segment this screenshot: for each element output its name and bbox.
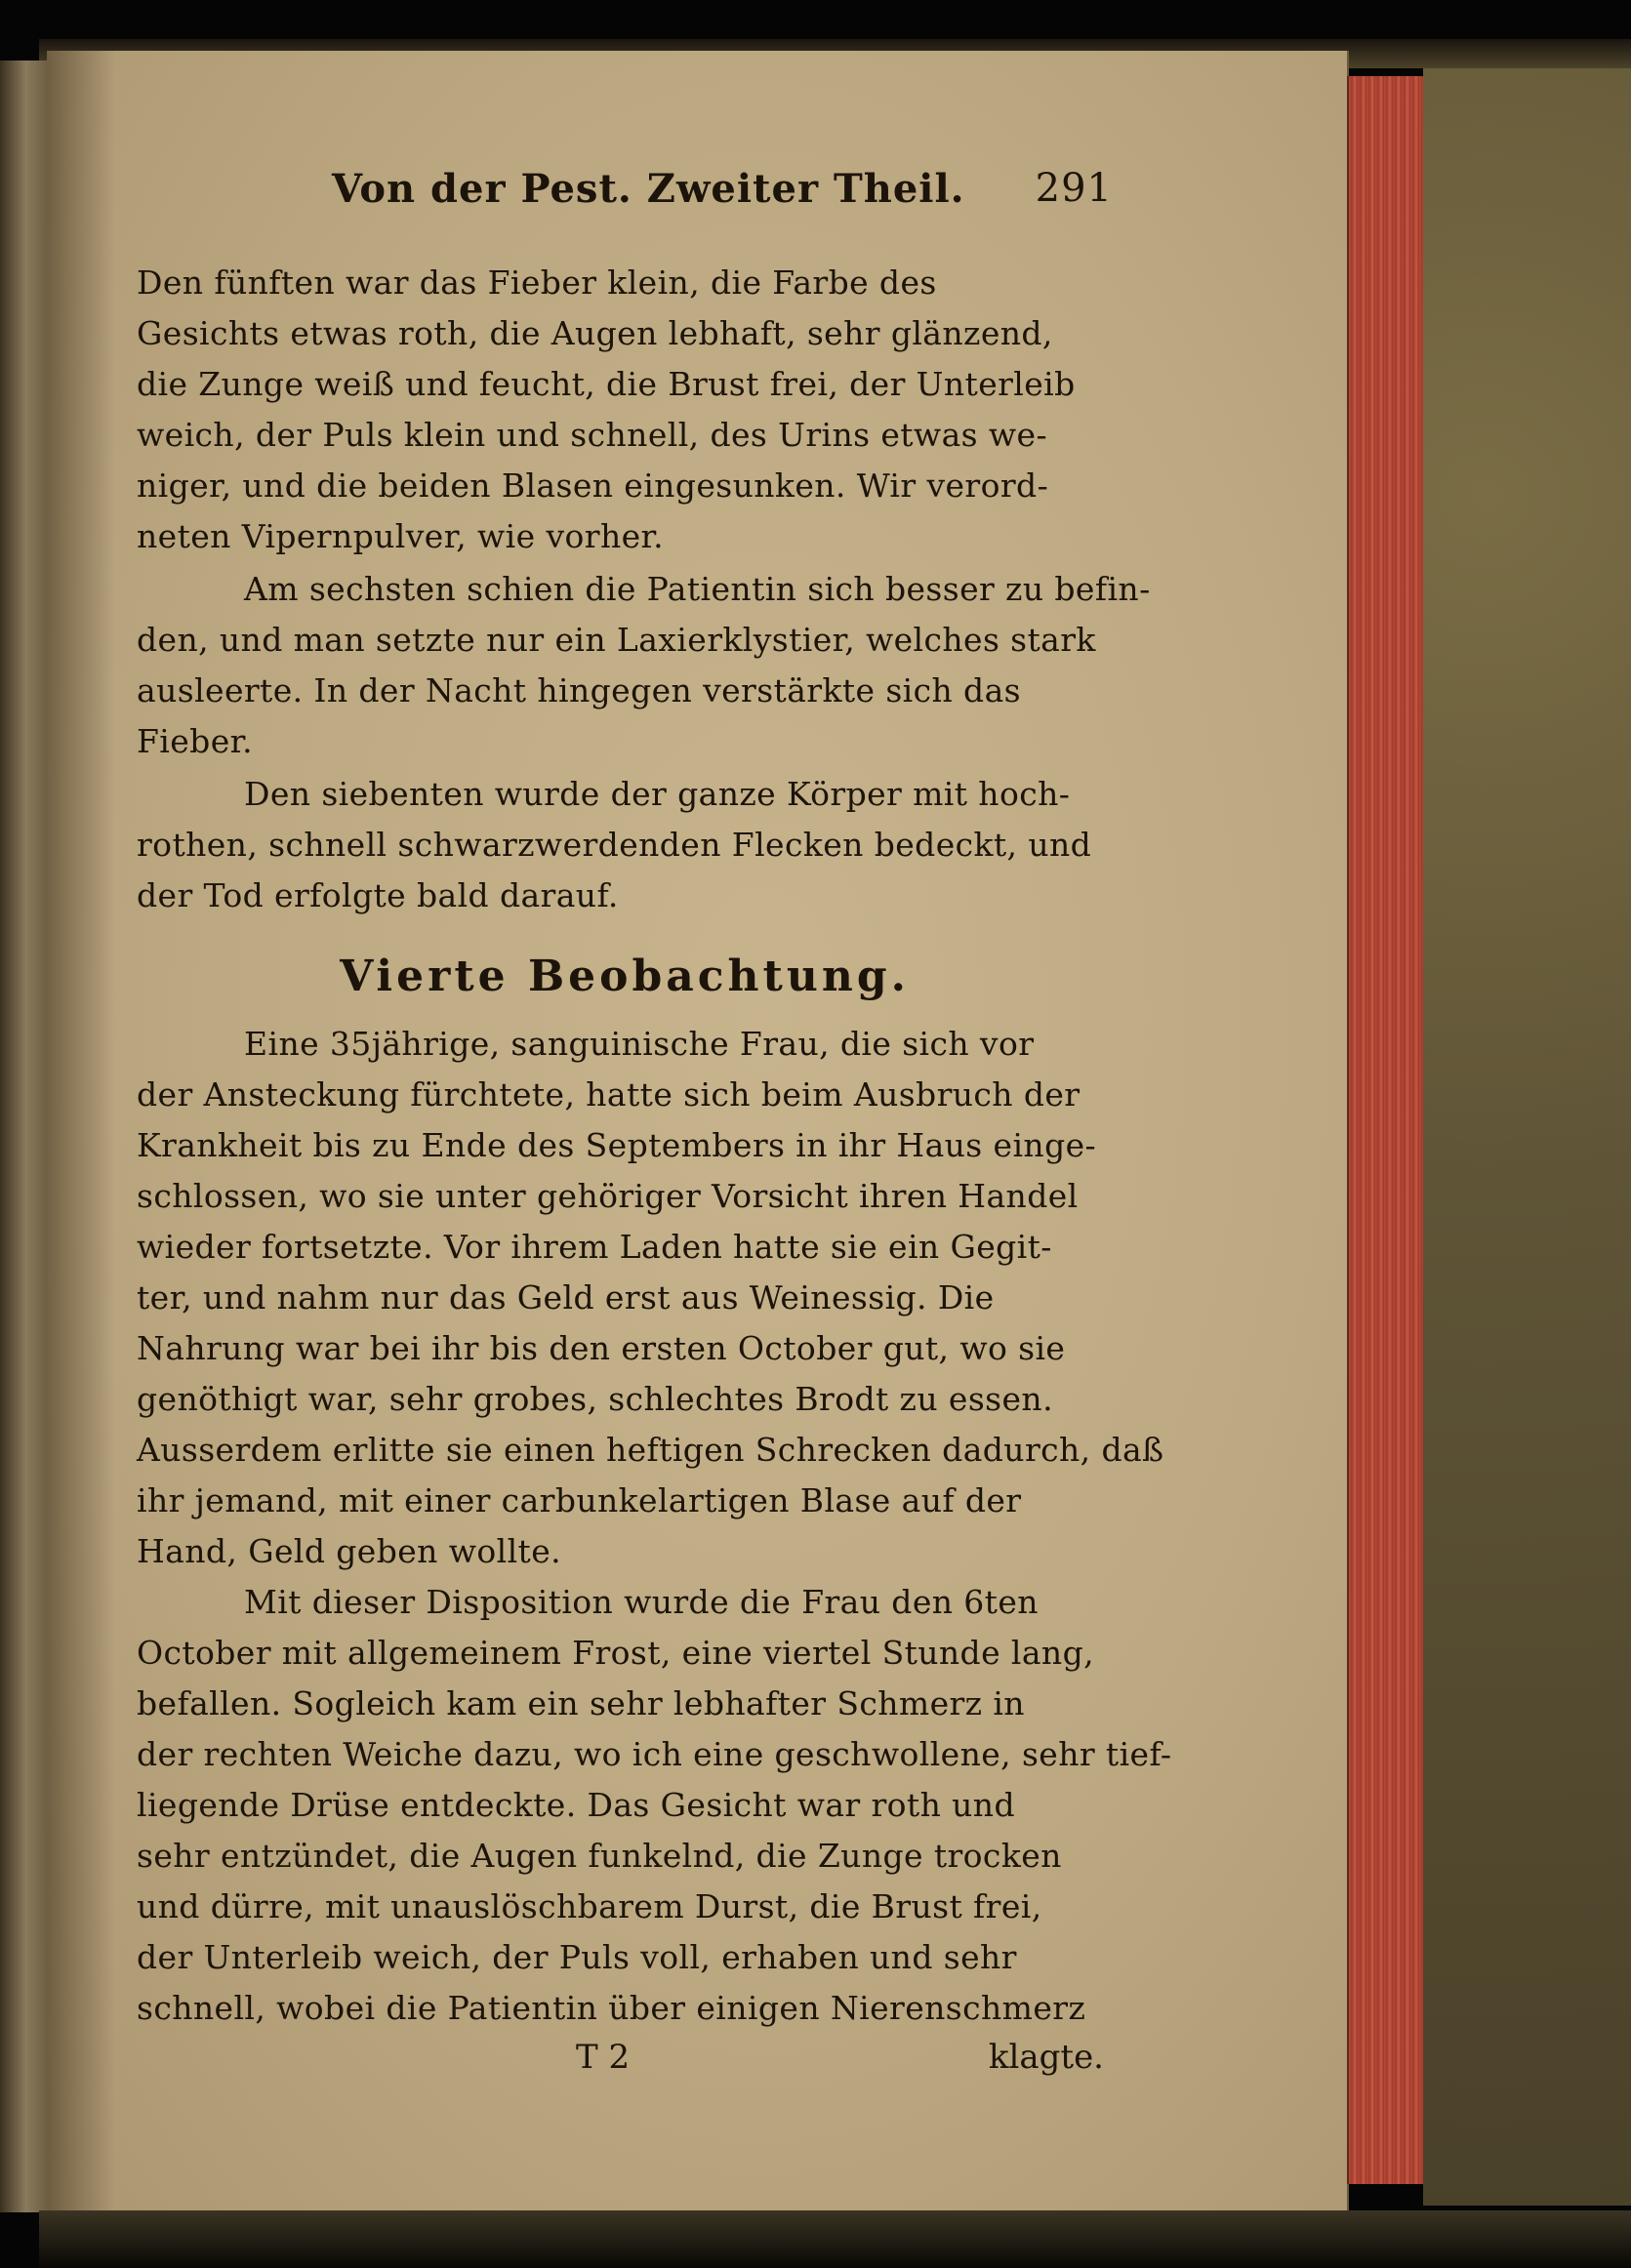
text-line: Nahrung war bei ihr bis den ersten October gut, wo sie (137, 1329, 1066, 1367)
text-line: genöthigt war, sehr grobes, schlechtes Brodt zu essen. (137, 1380, 1053, 1418)
text-line: Krankheit bis zu Ende des Septembers in ihr Haus einge- (137, 1126, 1097, 1164)
text-line: October mit allgemeinem Frost, eine viertel Stunde lang, (137, 1634, 1094, 1672)
text-line: weich, der Puls klein und schnell, des Urins etwas we- (137, 416, 1047, 454)
book-cover-side (1423, 68, 1631, 2206)
text-line: der Ansteckung fürchtete, hatte sich beim Ausbruch der (137, 1075, 1081, 1114)
text-line: wieder fortsetzte. Vor ihrem Laden hatte sie ein Gegit- (137, 1228, 1052, 1266)
text-line: rothen, schnell schwarzwerdenden Flecken bedeckt, und (137, 826, 1092, 864)
facing-page-edge (0, 61, 47, 2212)
text-line: sehr entzündet, die Augen funkelnd, die Zunge trocken (137, 1837, 1062, 1875)
text-line: Gesichts etwas roth, die Augen lebhaft, sehr glänzend, (137, 314, 1053, 352)
text-line: Fieber. (137, 722, 254, 760)
text-line: niger, und die beiden Blasen eingesunken. Wir verord- (137, 466, 1049, 505)
text-line: Hand, Geld geben wollte. (137, 1532, 562, 1570)
catchword: klagte. (988, 2038, 1104, 2077)
text-line: und dürre, mit unauslöschbarem Durst, die Brust frei, (137, 1887, 1042, 1925)
text-line: Mit dieser Disposition wurde die Frau den 6ten (244, 1583, 1039, 1621)
text-line: ter, und nahm nur das Geld erst aus Weinessig. Die (137, 1278, 995, 1316)
text-line: liegende Drüse entdeckte. Das Gesicht war roth und (137, 1786, 1015, 1824)
running-title: Von der Pest. Zweiter Theil. (332, 166, 965, 212)
text-line: der rechten Weiche dazu, wo ich eine geschwollene, sehr tief- (137, 1735, 1172, 1773)
gutter-shadow (47, 51, 115, 2212)
running-header (332, 166, 1113, 224)
text-line: befallen. Sogleich kam ein sehr lebhafter Schmerz in (137, 1684, 1025, 1722)
text-line: der Tod erfolgte bald darauf. (137, 876, 619, 914)
text-line: ausleerte. In der Nacht hingegen verstärkte sich das (137, 671, 1021, 709)
text-line: ihr jemand, mit einer carbunkelartigen Blase auf der (137, 1481, 1022, 1519)
text-line: schlossen, wo sie unter gehöriger Vorsicht ihren Handel (137, 1177, 1079, 1215)
text-line: neten Vipernpulver, wie vorher. (137, 517, 664, 555)
page-number: 291 (1035, 166, 1113, 211)
signature-mark: T 2 (576, 2038, 631, 2077)
text-line: schnell, wobei die Patientin über einigen Nierenschmerz (137, 1989, 1086, 2027)
text-line: Den siebenten wurde der ganze Körper mit hoch- (244, 775, 1071, 813)
text-line: der Unterleib weich, der Puls voll, erhaben und sehr (137, 1938, 1017, 1976)
book-cover-bottom (39, 2210, 1631, 2268)
text-line: Den fünften war das Fieber klein, die Farbe des (137, 263, 937, 302)
text-line: Ausserdem erlitte sie einen heftigen Schrecken dadurch, daß (137, 1431, 1164, 1469)
text-line: Am sechsten schien die Patientin sich besser zu befin- (244, 570, 1151, 608)
text-line: die Zunge weiß und feucht, die Brust frei, der Unterleib (137, 365, 1076, 403)
text-line: den, und man setzte nur ein Laxierklystier, welches stark (137, 621, 1096, 659)
text-line: Eine 35jährige, sanguinische Frau, die sich vor (244, 1025, 1035, 1063)
section-heading: Vierte Beobachtung. (340, 952, 910, 1001)
red-page-edge (1347, 76, 1425, 2184)
